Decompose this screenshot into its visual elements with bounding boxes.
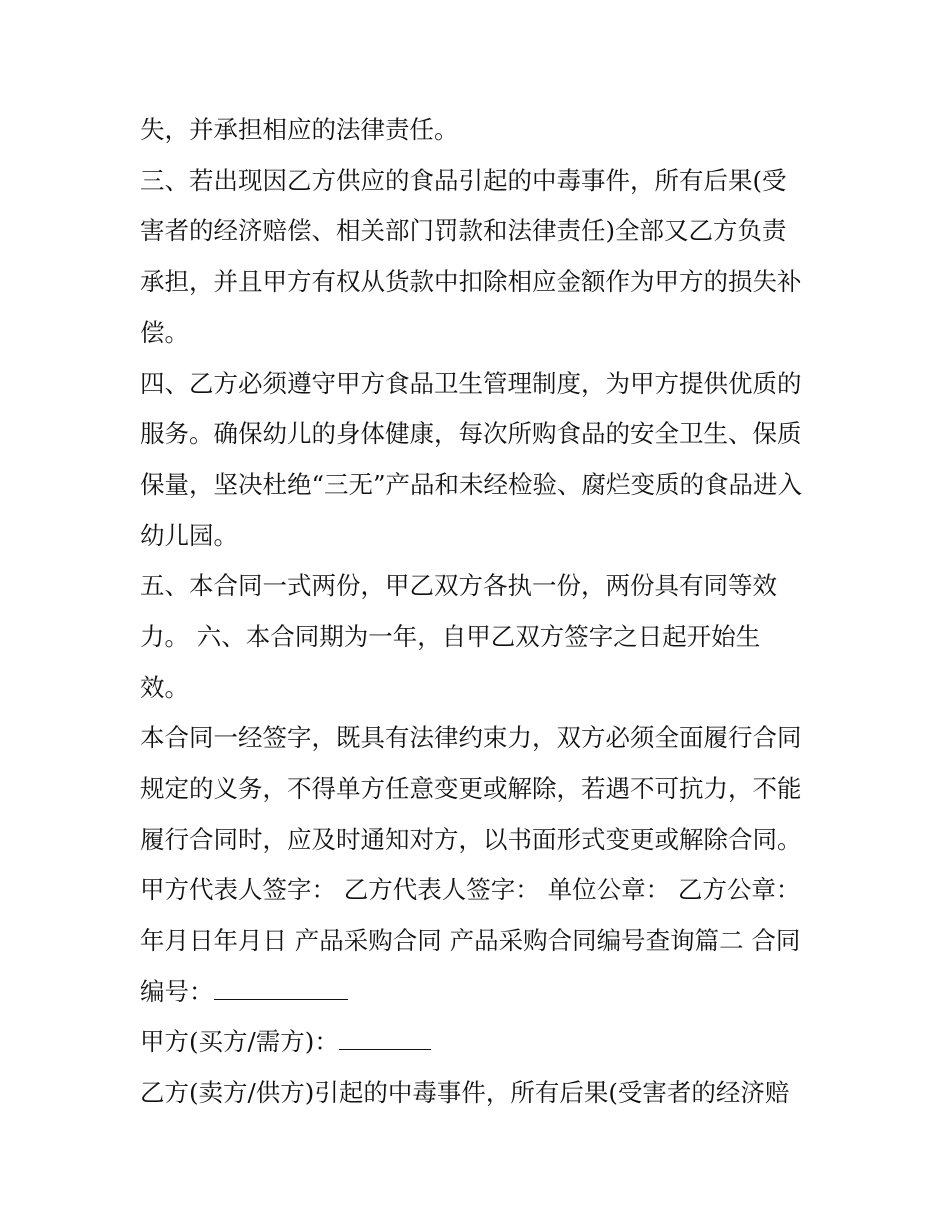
contract-number-label: 编号： xyxy=(140,977,214,1006)
contract-number-line xyxy=(140,976,348,1008)
text-line: 五、本合同一式两份，甲乙双方各执一份，两份具有同等效 xyxy=(140,571,777,600)
text-line: 乙方(卖方/供方)引起的中毒事件，所有后果(受害者的经济赔 xyxy=(140,1078,790,1107)
text-line: 履行合同时，应及时通知对方，以书面形式变更或解除合同。 xyxy=(140,825,802,854)
text-line: 本合同一经签字，既具有法律约束力，双方必须全面履行合同 xyxy=(140,723,802,752)
text-line: 力。 六、本合同期为一年，自甲乙双方签字之日起开始生 xyxy=(140,622,761,651)
text-line: 保量，坚决杜绝“三无”产品和未经检验、腐烂变质的食品进入 xyxy=(140,470,803,499)
party-a-line xyxy=(140,1026,431,1058)
contract-number-blank xyxy=(214,977,348,1000)
text-line: 失，并承担相应的法律责任。 xyxy=(140,115,459,144)
party-a-blank xyxy=(339,1027,431,1050)
text-line: 服务。确保幼儿的身体健康，每次所购食品的安全卫生、保质 xyxy=(140,419,802,448)
text-line: 幼儿园。 xyxy=(140,521,238,550)
text-line: 规定的义务，不得单方任意变更或解除，若遇不可抗力，不能 xyxy=(140,774,802,803)
text-line: 偿。 xyxy=(140,318,189,347)
text-line: 效。 xyxy=(140,673,189,702)
text-line: 承担，并且甲方有权从货款中扣除相应金额作为甲方的损失补 xyxy=(140,267,802,296)
party-a-label: 甲方(买方/需方)： xyxy=(140,1027,339,1056)
text-line: 害者的经济赔偿、相关部门罚款和法律责任)全部又乙方负责 xyxy=(140,216,787,245)
signature-line: 甲方代表人签字： 乙方代表人签字： 单位公章： 乙方公章： xyxy=(140,875,801,904)
text-line: 四、乙方必须遵守甲方食品卫生管理制度，为甲方提供优质的 xyxy=(140,369,802,398)
text-line: 三、若出现因乙方供应的食品引起的中毒事件，所有后果(受 xyxy=(140,166,787,195)
text-line: 年月日年月日 产品采购合同 产品采购合同编号查询篇二 合同 xyxy=(140,926,801,955)
